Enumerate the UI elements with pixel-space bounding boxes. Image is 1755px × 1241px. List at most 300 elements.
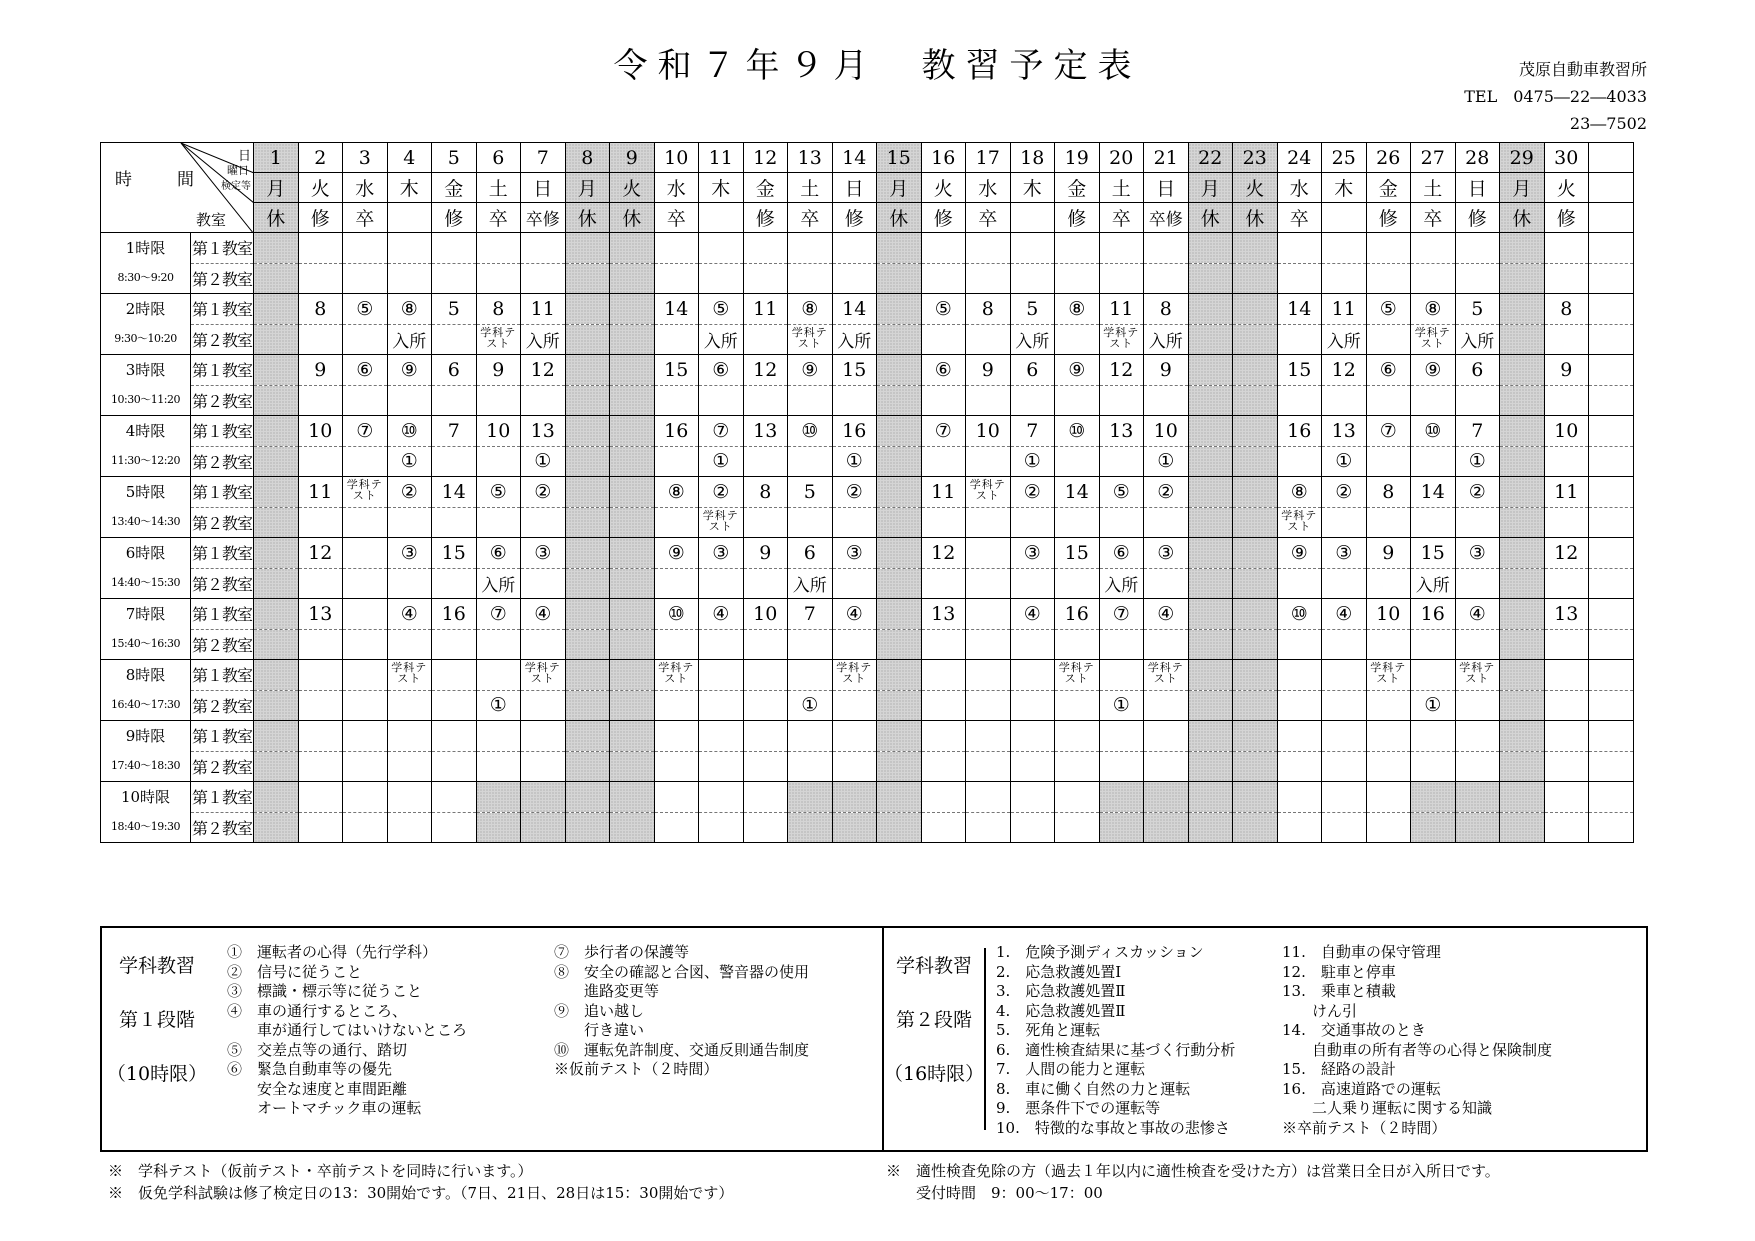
schedule-cell: 9 — [966, 355, 1011, 386]
legend-item: 1. 危険予測ディスカッション — [996, 943, 1204, 961]
period-row — [101, 324, 1634, 355]
legend-item: 行き違い — [554, 1021, 645, 1039]
schedule-cell: ② — [832, 477, 877, 508]
legend-item: 14. 交通事故のとき — [1282, 1021, 1426, 1039]
schedule-cell — [1455, 385, 1500, 416]
schedule-cell — [387, 782, 432, 813]
schedule-cell: 13 — [743, 416, 788, 447]
schedule-cell: ⑨ — [1277, 538, 1322, 569]
gakka-test-mark: 学科テスト — [1147, 661, 1184, 686]
schedule-cell — [743, 507, 788, 538]
room-label: 第２教室 — [191, 629, 254, 660]
schedule-cell — [1455, 660, 1500, 691]
schedule-cell: 入所 — [788, 568, 833, 599]
legend-item: ⑥ 緊急自動車等の優先 — [227, 1060, 393, 1078]
schedule-cell — [1277, 233, 1322, 264]
schedule-cell — [610, 507, 655, 538]
schedule-cell: ① — [387, 446, 432, 477]
schedule-cell — [921, 629, 966, 660]
schedule-cell — [1233, 812, 1278, 843]
legend-item: 2. 応急救護処置Ⅰ — [996, 962, 1122, 981]
legend-item: 9. 悪条件下での運転等 — [996, 1099, 1161, 1117]
header-row — [101, 173, 1634, 203]
period-row — [101, 233, 1634, 264]
room-label: 第１教室 — [191, 721, 254, 752]
schedule-cell — [1500, 233, 1545, 264]
schedule-cell — [788, 782, 833, 813]
schedule-cell — [832, 782, 877, 813]
schedule-cell — [1010, 507, 1055, 538]
schedule-cell — [432, 324, 477, 355]
schedule-cell — [1277, 629, 1322, 660]
schedule-cell — [966, 324, 1011, 355]
schedule-cell: 14 — [1055, 477, 1100, 508]
gakka-test-mark: 学科テスト — [1281, 508, 1318, 533]
schedule-cell — [1366, 568, 1411, 599]
schedule-cell: 9 — [743, 538, 788, 569]
schedule-cell: ② — [1010, 477, 1055, 508]
schedule-cell — [1544, 660, 1589, 691]
schedule-cell — [254, 355, 299, 386]
schedule-cell — [610, 446, 655, 477]
room-label: 第１教室 — [191, 538, 254, 569]
schedule-cell — [565, 446, 610, 477]
schedule-cell — [343, 233, 388, 264]
schedule-cell: 6 — [788, 538, 833, 569]
schedule-cell: 10 — [298, 416, 343, 447]
schedule-cell — [1455, 263, 1500, 294]
day-number: 1 — [254, 143, 299, 173]
kentei-mark: 修 — [298, 203, 343, 233]
gakka-test-mark: 学科テスト — [836, 661, 873, 686]
schedule-cell — [432, 690, 477, 721]
schedule-cell — [1099, 782, 1144, 813]
schedule-cell — [743, 446, 788, 477]
weekday: 火 — [921, 173, 966, 203]
schedule-cell: ⑨ — [387, 355, 432, 386]
kentei-mark: 卒 — [1411, 203, 1456, 233]
schedule-cell — [387, 385, 432, 416]
schedule-cell: ⑦ — [1099, 599, 1144, 630]
schedule-cell — [1500, 599, 1545, 630]
schedule-cell — [387, 629, 432, 660]
schedule-cell — [1322, 568, 1367, 599]
schedule-cell — [1188, 568, 1233, 599]
schedule-cell — [1366, 263, 1411, 294]
school-tel2: 23―7502 — [1569, 114, 1647, 133]
schedule-cell: ⑨ — [654, 538, 699, 569]
day-number: 30 — [1544, 143, 1589, 173]
schedule-cell — [1233, 385, 1278, 416]
schedule-cell — [521, 629, 566, 660]
schedule-cell: 16 — [432, 599, 477, 630]
schedule-cell — [699, 721, 744, 752]
schedule-cell: ⑧ — [654, 477, 699, 508]
legend-item: 自動車の所有者等の心得と保険制度 — [1282, 1040, 1553, 1059]
schedule-cell — [1233, 568, 1278, 599]
schedule-cell — [654, 782, 699, 813]
schedule-cell — [1010, 660, 1055, 691]
schedule-cell: 10 — [1544, 416, 1589, 447]
school-info — [1464, 56, 1647, 137]
schedule-cell — [654, 629, 699, 660]
legend-item: ⑧ 安全の確認と合図、警音器の使用 — [554, 962, 810, 981]
schedule-cell — [921, 385, 966, 416]
day-number: 6 — [476, 143, 521, 173]
schedule-cell — [1188, 507, 1233, 538]
schedule-cell: 16 — [1055, 599, 1100, 630]
schedule-cell — [832, 660, 877, 691]
schedule-cell — [743, 782, 788, 813]
schedule-cell — [654, 690, 699, 721]
weekday: 月 — [1500, 173, 1545, 203]
schedule-cell — [788, 385, 833, 416]
period-time: 17:40～18:30 — [111, 759, 180, 772]
gakka-test-mark: 学科テスト — [391, 661, 428, 686]
schedule-cell — [832, 690, 877, 721]
school-tel: TEL 0475―22―4033 — [1464, 87, 1647, 106]
kentei-mark: 休 — [1188, 203, 1233, 233]
schedule-cell — [699, 568, 744, 599]
schedule-cell — [921, 233, 966, 264]
schedule-cell — [1544, 446, 1589, 477]
schedule-cell: ⑩ — [788, 416, 833, 447]
schedule-cell: ⑤ — [476, 477, 521, 508]
weekday: 木 — [1010, 173, 1055, 203]
room-label: 第１教室 — [191, 782, 254, 813]
schedule-cell — [521, 263, 566, 294]
schedule-cell — [1411, 782, 1456, 813]
schedule-cell — [1589, 385, 1634, 416]
schedule-cell: 8 — [966, 294, 1011, 325]
day-number: 29 — [1500, 143, 1545, 173]
schedule-table-wrap — [100, 142, 1634, 843]
period-name: 2時限 — [125, 300, 166, 318]
day-number: 15 — [877, 143, 922, 173]
schedule-cell — [565, 477, 610, 508]
schedule-cell: ⑤ — [699, 294, 744, 325]
schedule-cell — [1500, 355, 1545, 386]
period-label — [101, 355, 191, 416]
schedule-cell: ① — [788, 690, 833, 721]
kentei-mark — [1322, 203, 1367, 233]
schedule-cell — [254, 263, 299, 294]
schedule-cell: ⑥ — [1366, 355, 1411, 386]
schedule-cell — [521, 507, 566, 538]
schedule-cell — [1455, 782, 1500, 813]
schedule-cell: 15 — [654, 355, 699, 386]
period-row — [101, 629, 1634, 660]
schedule-cell: ⑥ — [1099, 538, 1144, 569]
schedule-cell — [1366, 660, 1411, 691]
period-time: 13:40～14:30 — [111, 515, 180, 528]
header-day: 日 — [237, 149, 251, 164]
room-label: 第１教室 — [191, 477, 254, 508]
schedule-cell: 8 — [476, 294, 521, 325]
schedule-cell — [699, 751, 744, 782]
schedule-cell — [1010, 690, 1055, 721]
schedule-cell — [343, 751, 388, 782]
schedule-cell — [298, 263, 343, 294]
day-number: 19 — [1055, 143, 1100, 173]
schedule-cell — [1589, 629, 1634, 660]
kentei-mark: 修 — [921, 203, 966, 233]
schedule-cell — [654, 751, 699, 782]
schedule-cell — [521, 782, 566, 813]
schedule-cell — [1455, 568, 1500, 599]
schedule-cell: ④ — [1144, 599, 1189, 630]
period-name: 5時限 — [125, 483, 166, 501]
schedule-cell — [387, 721, 432, 752]
schedule-cell: 14 — [832, 294, 877, 325]
schedule-cell — [1411, 751, 1456, 782]
gakka-test-mark: 学科テスト — [791, 325, 828, 350]
schedule-cell — [387, 263, 432, 294]
schedule-cell — [877, 507, 922, 538]
schedule-cell — [743, 263, 788, 294]
schedule-cell: ③ — [1455, 538, 1500, 569]
schedule-cell — [1010, 721, 1055, 752]
schedule-cell: ① — [521, 446, 566, 477]
schedule-cell — [1544, 263, 1589, 294]
schedule-cell — [298, 568, 343, 599]
schedule-cell — [1455, 721, 1500, 752]
schedule-cell: ⑧ — [788, 294, 833, 325]
schedule-cell: 6 — [432, 355, 477, 386]
schedule-cell — [966, 446, 1011, 477]
schedule-cell — [1411, 629, 1456, 660]
schedule-cell: 8 — [1366, 477, 1411, 508]
schedule-cell — [877, 263, 922, 294]
schedule-cell: 11 — [1322, 294, 1367, 325]
schedule-cell: 16 — [832, 416, 877, 447]
schedule-cell — [1188, 416, 1233, 447]
schedule-cell — [565, 629, 610, 660]
room-label: 第１教室 — [191, 355, 254, 386]
legend-item: 15. 経路の設計 — [1282, 1060, 1396, 1078]
period-row — [101, 446, 1634, 477]
schedule-cell — [1099, 629, 1144, 660]
period-label — [101, 660, 191, 721]
schedule-cell — [877, 599, 922, 630]
day-number: 28 — [1455, 143, 1500, 173]
schedule-cell — [565, 355, 610, 386]
day-number: 7 — [521, 143, 566, 173]
schedule-cell: 15 — [1055, 538, 1100, 569]
schedule-cell — [699, 812, 744, 843]
kentei-mark: 休 — [610, 203, 655, 233]
schedule-cell — [610, 324, 655, 355]
room-label: 第２教室 — [191, 385, 254, 416]
schedule-cell — [1589, 233, 1634, 264]
schedule-cell — [1055, 690, 1100, 721]
schedule-cell — [1322, 782, 1367, 813]
schedule-cell — [1099, 721, 1144, 752]
schedule-cell: 入所 — [1099, 568, 1144, 599]
schedule-cell: 13 — [1544, 599, 1589, 630]
schedule-cell — [1277, 660, 1322, 691]
schedule-cell — [1322, 721, 1367, 752]
schedule-cell — [565, 782, 610, 813]
period-time: 16:40～17:30 — [111, 698, 180, 711]
schedule-cell — [877, 385, 922, 416]
schedule-cell — [1144, 690, 1189, 721]
schedule-cell — [921, 721, 966, 752]
schedule-cell — [699, 263, 744, 294]
legend-item: 7. 人間の能力と運転 — [996, 1060, 1146, 1078]
schedule-cell — [521, 233, 566, 264]
schedule-cell — [254, 660, 299, 691]
schedule-cell — [610, 416, 655, 447]
schedule-cell: ④ — [1322, 599, 1367, 630]
period-time: 9:30～10:20 — [114, 332, 177, 345]
schedule-cell — [1500, 324, 1545, 355]
period-time: 14:40～15:30 — [111, 576, 180, 589]
schedule-cell — [1366, 629, 1411, 660]
schedule-cell: 12 — [921, 538, 966, 569]
schedule-cell — [1500, 263, 1545, 294]
schedule-cell: ⑧ — [387, 294, 432, 325]
kentei-mark — [1010, 203, 1055, 233]
schedule-cell — [1099, 446, 1144, 477]
schedule-cell — [1544, 507, 1589, 538]
legend-item: 車が通行してはいけないところ — [227, 1021, 468, 1039]
schedule-cell — [877, 721, 922, 752]
schedule-cell — [877, 568, 922, 599]
schedule-cell — [1099, 263, 1144, 294]
legend-item: 進路変更等 — [554, 982, 660, 1000]
schedule-cell — [1055, 507, 1100, 538]
period-label — [101, 782, 191, 843]
schedule-cell — [1500, 782, 1545, 813]
kentei-mark: 修 — [1055, 203, 1100, 233]
schedule-cell: ④ — [521, 599, 566, 630]
schedule-cell — [1277, 782, 1322, 813]
schedule-cell — [1233, 263, 1278, 294]
legend-item: 12. 駐車と停車 — [1282, 962, 1396, 981]
schedule-cell: 12 — [298, 538, 343, 569]
schedule-cell: ① — [1411, 690, 1456, 721]
legend-item: 4. 応急救護処置Ⅱ — [996, 1001, 1126, 1020]
schedule-cell — [1188, 690, 1233, 721]
schedule-cell: 10 — [1144, 416, 1189, 447]
schedule-cell — [1055, 721, 1100, 752]
schedule-cell — [432, 263, 477, 294]
legend-item: 5. 死角と運転 — [996, 1021, 1101, 1039]
schedule-cell: ② — [387, 477, 432, 508]
schedule-cell — [788, 660, 833, 691]
schedule-cell — [254, 629, 299, 660]
room-label: 第２教室 — [191, 263, 254, 294]
schedule-cell — [1055, 233, 1100, 264]
schedule-cell: ① — [1099, 690, 1144, 721]
schedule-cell — [565, 416, 610, 447]
schedule-cell — [476, 751, 521, 782]
schedule-cell — [476, 812, 521, 843]
kentei-mark: 修 — [1455, 203, 1500, 233]
schedule-cell — [966, 690, 1011, 721]
schedule-cell: 9 — [1366, 538, 1411, 569]
schedule-cell — [921, 751, 966, 782]
weekday: 月 — [877, 173, 922, 203]
schedule-cell — [1589, 324, 1634, 355]
schedule-cell: 7 — [1010, 416, 1055, 447]
weekday: 火 — [1233, 173, 1278, 203]
period-time: 8:30～9:20 — [117, 271, 174, 284]
kentei-mark: 修 — [743, 203, 788, 233]
schedule-cell: 入所 — [476, 568, 521, 599]
gakka-test-mark: 学科テスト — [480, 325, 517, 350]
schedule-cell: 10 — [966, 416, 1011, 447]
schedule-cell — [1144, 782, 1189, 813]
schedule-cell — [565, 507, 610, 538]
schedule-cell — [832, 721, 877, 752]
weekday: 金 — [1055, 173, 1100, 203]
kentei-mark: 卒 — [1099, 203, 1144, 233]
kentei-mark — [699, 203, 744, 233]
schedule-cell — [254, 477, 299, 508]
schedule-cell: ① — [476, 690, 521, 721]
schedule-cell — [1589, 721, 1634, 752]
schedule-cell — [254, 416, 299, 447]
day-number: 2 — [298, 143, 343, 173]
weekday: 火 — [298, 173, 343, 203]
room-label: 第２教室 — [191, 751, 254, 782]
schedule-cell — [743, 629, 788, 660]
schedule-cell — [1411, 233, 1456, 264]
schedule-cell: 6 — [1010, 355, 1055, 386]
schedule-cell — [1500, 660, 1545, 691]
weekday: 水 — [654, 173, 699, 203]
schedule-cell — [1055, 629, 1100, 660]
schedule-cell: ② — [1322, 477, 1367, 508]
legend-stage2-count: （16時限） — [884, 1063, 985, 1085]
kentei-mark — [387, 203, 432, 233]
schedule-cell — [966, 782, 1011, 813]
period-time: 15:40～16:30 — [111, 637, 180, 650]
schedule-cell — [966, 599, 1011, 630]
day-number: 17 — [966, 143, 1011, 173]
schedule-cell — [1055, 446, 1100, 477]
schedule-cell — [877, 355, 922, 386]
schedule-cell — [1233, 294, 1278, 325]
schedule-cell — [921, 690, 966, 721]
schedule-cell — [1144, 263, 1189, 294]
gakka-test-mark: 学科テスト — [524, 661, 561, 686]
note-uketsuke: 受付時間 9：00～17：00 — [886, 1184, 1103, 1202]
schedule-cell — [1544, 233, 1589, 264]
schedule-cell — [1010, 782, 1055, 813]
schedule-cell — [832, 507, 877, 538]
schedule-cell — [565, 812, 610, 843]
schedule-cell — [610, 629, 655, 660]
schedule-cell — [743, 721, 788, 752]
schedule-cell — [1099, 324, 1144, 355]
schedule-cell — [877, 538, 922, 569]
schedule-cell — [966, 721, 1011, 752]
schedule-cell — [1500, 538, 1545, 569]
schedule-cell — [1589, 477, 1634, 508]
schedule-cell: 5 — [1010, 294, 1055, 325]
schedule-cell — [476, 446, 521, 477]
schedule-cell: ④ — [387, 599, 432, 630]
kentei-mark: 卒 — [788, 203, 833, 233]
day-number: 16 — [921, 143, 966, 173]
schedule-cell — [432, 568, 477, 599]
schedule-cell: ④ — [832, 599, 877, 630]
schedule-cell — [1411, 507, 1456, 538]
schedule-cell: 11 — [743, 294, 788, 325]
